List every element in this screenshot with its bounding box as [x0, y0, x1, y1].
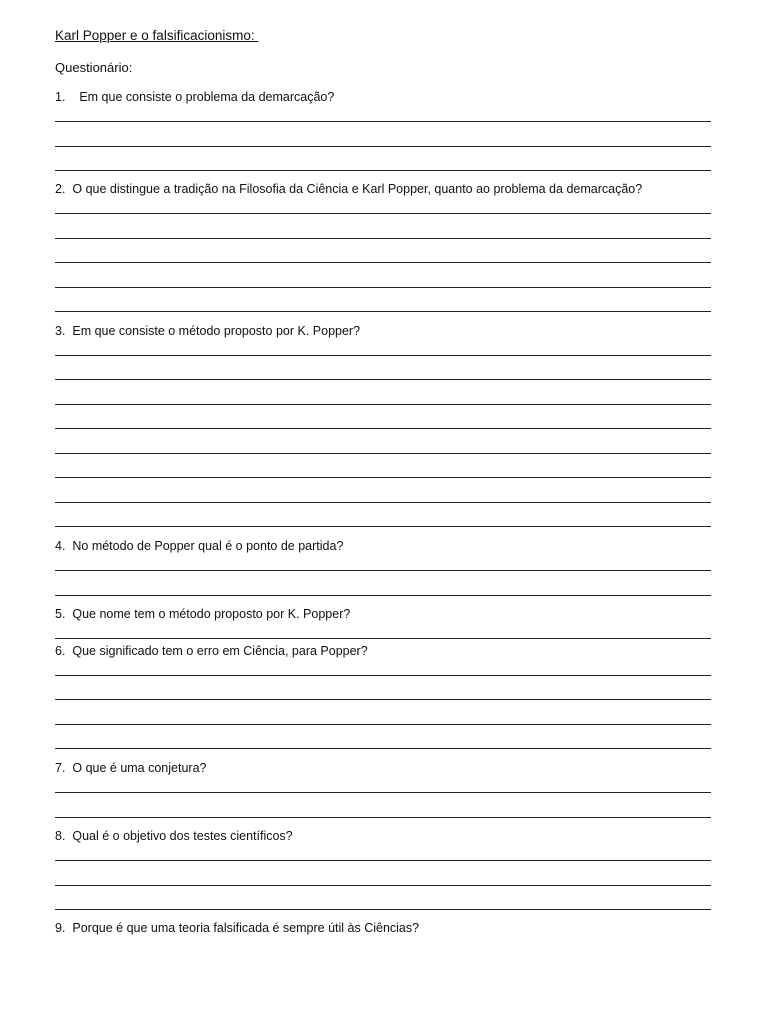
- questionnaire-heading: Questionário:: [55, 60, 133, 75]
- answer-line[interactable]: [55, 453, 711, 454]
- answer-line[interactable]: [55, 170, 711, 171]
- question-7: 7. O que é uma conjetura?: [55, 761, 207, 775]
- answer-line[interactable]: [55, 502, 711, 503]
- answer-line[interactable]: [55, 311, 711, 312]
- answer-line[interactable]: [55, 885, 711, 886]
- answer-line[interactable]: [55, 146, 711, 147]
- answer-line[interactable]: [55, 724, 711, 725]
- answer-line[interactable]: [55, 526, 711, 527]
- answer-line[interactable]: [55, 404, 711, 405]
- answer-line[interactable]: [55, 238, 711, 239]
- answer-line[interactable]: [55, 287, 711, 288]
- answer-line[interactable]: [55, 428, 711, 429]
- question-1: 1. Em que consiste o problema da demarcação?: [55, 90, 335, 104]
- answer-line[interactable]: [55, 909, 711, 910]
- answer-line[interactable]: [55, 638, 711, 639]
- question-5: 5. Que nome tem o método proposto por K. Popper?: [55, 607, 351, 621]
- answer-line[interactable]: [55, 860, 711, 861]
- answer-line[interactable]: [55, 121, 711, 122]
- answer-line[interactable]: [55, 595, 711, 596]
- answer-line[interactable]: [55, 792, 711, 793]
- answer-line[interactable]: [55, 748, 711, 749]
- answer-line[interactable]: [55, 262, 711, 263]
- answer-line[interactable]: [55, 477, 711, 478]
- question-3: 3. Em que consiste o método proposto por K. Popper?: [55, 324, 361, 338]
- question-2: 2. O que distingue a tradição na Filosofia da Ciência e Karl Popper, quanto ao problema da demarcação?: [55, 182, 643, 196]
- answer-line[interactable]: [55, 675, 711, 676]
- question-6: 6. Que significado tem o erro em Ciência, para Popper?: [55, 644, 368, 658]
- answer-line[interactable]: [55, 817, 711, 818]
- answer-line[interactable]: [55, 699, 711, 700]
- answer-line[interactable]: [55, 213, 711, 214]
- answer-line[interactable]: [55, 570, 711, 571]
- question-9: 9. Porque é que uma teoria falsificada é sempre útil às Ciências?: [55, 921, 420, 935]
- answer-line[interactable]: [55, 355, 711, 356]
- answer-line[interactable]: [55, 379, 711, 380]
- question-4: 4. No método de Popper qual é o ponto de partida?: [55, 539, 344, 553]
- worksheet-title: Karl Popper e o falsificacionismo:: [55, 28, 259, 43]
- question-8: 8. Qual é o objetivo dos testes científicos?: [55, 829, 293, 843]
